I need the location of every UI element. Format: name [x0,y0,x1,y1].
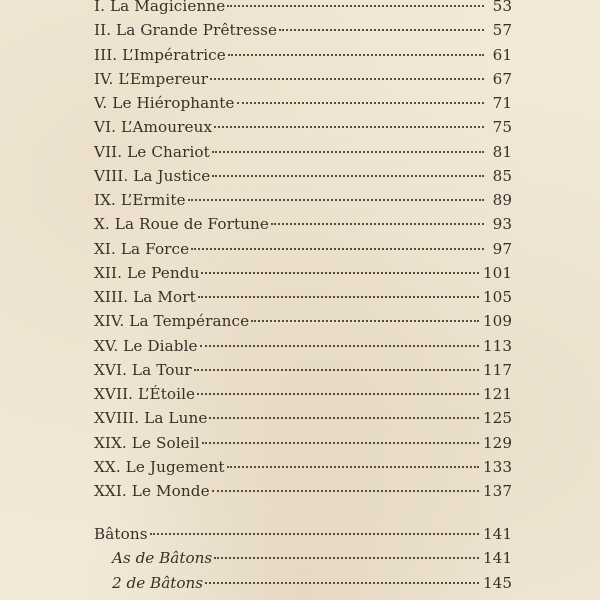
entry-page: 145 [483,573,512,592]
entry-page: 125 [483,409,512,428]
toc-entry[interactable] [94,479,512,503]
entry-title: XV. Le Diable [94,336,198,355]
entry-title: III. L’Impératrice [94,45,226,64]
toc-entry[interactable] [94,334,512,358]
dot-leader [200,344,479,347]
entry-title: VI. L’Amoureux [94,118,213,137]
toc-entry[interactable] [94,261,512,285]
entry-page: 61 [492,45,512,64]
entry-page: 75 [492,118,512,137]
toc-entry[interactable] [94,455,512,479]
dot-leader [228,53,484,56]
batons-section [94,522,512,595]
toc-entry[interactable] [94,546,512,570]
toc-entry[interactable] [94,91,512,115]
entry-page: 121 [483,385,512,403]
entry-page: 93 [492,215,512,234]
entry-title: XI. La Force [94,239,190,258]
entry-page: 101 [483,263,512,282]
entry-page: 117 [483,360,512,379]
dot-leader [237,101,485,104]
entry-title: 2 de Bâtons [112,573,204,592]
dot-leader [212,150,484,153]
entry-page: 137 [483,482,512,500]
toc-entry[interactable] [94,188,512,212]
entry-title: XIX. Le Soleil [94,433,200,452]
entry-page: 109 [483,312,512,331]
entry-title: As de Bâtons [112,549,213,568]
entry-page: 53 [492,0,512,15]
entry-page: 85 [492,166,512,185]
entry-title: II. La Grande Prêtresse [94,21,278,40]
entry-page: 133 [483,457,512,476]
toc-entry[interactable] [94,571,512,595]
entry-page: 81 [492,142,512,161]
dot-leader [188,198,484,201]
dot-leader [201,271,479,274]
toc-entry[interactable] [94,18,512,42]
entry-page: 57 [492,21,512,40]
toc-entry[interactable] [94,431,512,455]
entry-page: 113 [483,336,512,355]
dot-leader [214,556,479,559]
major-arcana-list [94,0,512,503]
toc-section-heading[interactable] [94,522,512,546]
dot-leader [210,77,484,80]
dot-leader [227,4,484,7]
toc-entry[interactable] [94,140,512,164]
toc-entry[interactable] [94,212,512,236]
dot-leader [205,581,479,584]
dot-leader [194,368,479,371]
entry-title: XII. Le Pendu [94,263,200,282]
dot-leader [271,222,484,225]
entry-title: XVII. L’Étoile [94,385,196,403]
dot-leader [214,125,484,128]
toc-entry[interactable] [94,67,512,91]
entry-title: IX. L’Ermite [94,191,186,209]
entry-page: 97 [492,239,512,258]
entry-title: VII. Le Chariot [94,142,210,161]
entry-page: 71 [492,94,512,112]
toc-entry[interactable] [94,0,512,18]
entry-page: 67 [492,69,512,88]
dot-leader [191,247,484,250]
dot-leader [198,295,479,298]
entry-title: XVI. La Tour [94,360,192,379]
entry-title: XX. Le Jugement [94,457,225,476]
toc-entry[interactable] [94,115,512,139]
toc-entry[interactable] [94,285,512,309]
toc-entry[interactable] [94,43,512,67]
entry-title: XXI. Le Monde [94,482,210,500]
section-title: Bâtons [94,525,148,543]
entry-title: XIV. La Tempérance [94,312,250,331]
entry-title: XIII. La Mort [94,288,196,306]
dot-leader [227,465,479,468]
toc-entry[interactable] [94,382,512,406]
dot-leader [251,319,479,322]
entry-title: IV. L’Empereur [94,69,209,88]
entry-title: I. La Magicienne [94,0,226,15]
toc-entry[interactable] [94,406,512,430]
dot-leader [212,174,484,177]
entry-title: XVIII. La Lune [94,409,208,428]
dot-leader [202,441,479,444]
entry-page: 105 [483,288,512,306]
entry-page: 129 [483,433,512,452]
dot-leader [209,416,479,419]
toc-entry[interactable] [94,309,512,333]
toc-entry[interactable] [94,164,512,188]
entry-page: 89 [492,191,512,209]
entry-page: 141 [483,549,512,568]
dot-leader [197,392,479,395]
dot-leader [279,28,484,31]
entry-title: V. Le Hiérophante [94,94,235,112]
entry-title: X. La Roue de Fortune [94,215,270,234]
entry-title: VIII. La Justice [94,166,211,185]
section-page: 141 [483,525,512,543]
dot-leader [212,489,479,492]
toc-entry[interactable] [94,358,512,382]
toc-entry[interactable] [94,237,512,261]
dot-leader [150,532,479,535]
